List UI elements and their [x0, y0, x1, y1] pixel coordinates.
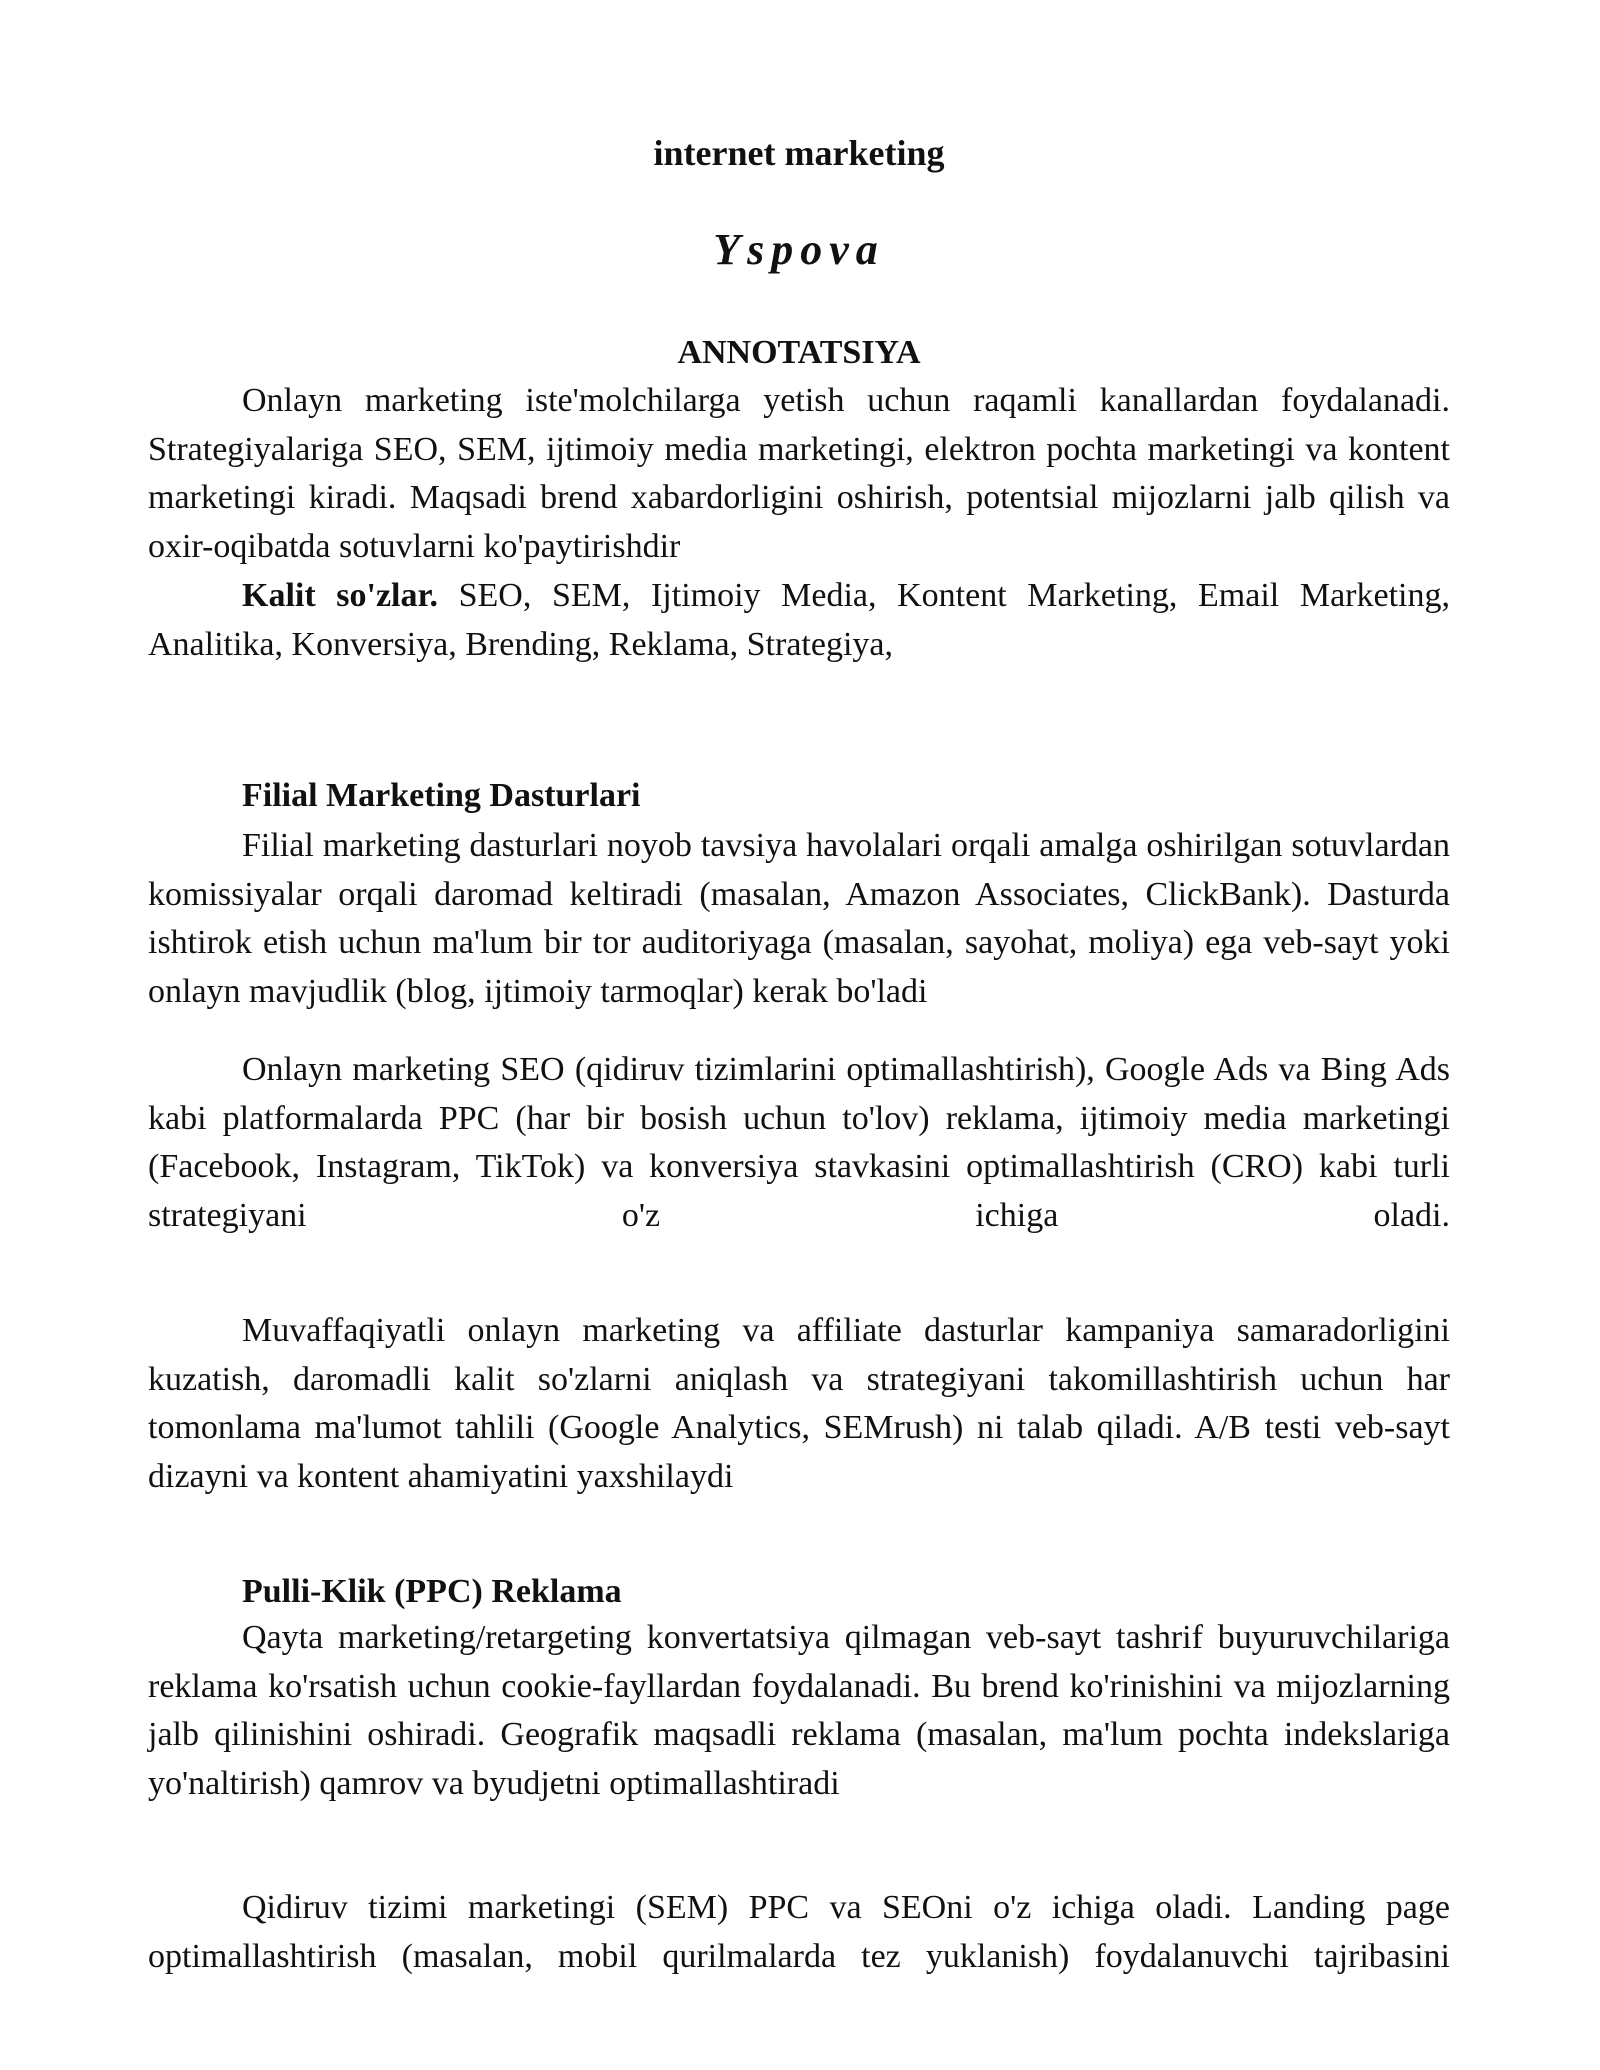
keywords-paragraph — [148, 572, 1450, 669]
section-heading-affiliate: Filial Marketing Dasturlari — [242, 777, 641, 814]
annotation-heading: ANNOTATSIYA — [677, 334, 921, 371]
annotation-paragraph: Onlayn marketing iste'molchilarga yetish uchun raqamli kanallardan foydalanadi. Strategiyalariga SEO, SEM, ijtimoiy media marketingi, elektron pochta marketingi va kontent marketingi kiradi. Maqsadi brend xabardorligini oshirish, potentsial mijozlarni jalb qilish va oxir-oqibatda sotuvlarni ko'paytirishdir — [148, 382, 1450, 565]
paragraph-ppc-2: Qidiruv tizimi marketingi (SEM) PPC va SEOni o'z ichiga oladi. Landing page optimallashtirish (masalan, mobil qurilmalarda tez yuklanish) foydalanuvchi tajribasini — [148, 1889, 1450, 1975]
paragraph-affiliate-3: Muvaffaqiyatli onlayn marketing va affiliate dasturlar kampaniya samaradorligini kuzatish, daromadli kalit so'zlarni aniqlash va strategiyani takomillashtirish uchun har tomonlama ma'lumot tahlili (Google Analytics, SEMrush) ni talab qiladi. A/B testi veb-sayt dizayni va kontent ahamiyatini yaxshilaydi — [148, 1312, 1450, 1495]
paragraph-ppc-1: Qayta marketing/retargeting konvertatsiya qilmagan veb-sayt tashrif buyuruvchilariga reklama ko'rsatish uchun cookie-fayllardan foydalanadi. Bu brend ko'rinishini va mijozlarning jalb qilinishini oshiradi. Geografik maqsadli reklama (masalan, ma'lum pochta indekslariga yo'naltirish) qamrov va byudjetni optimallashtiradi — [148, 1619, 1450, 1802]
author-signature: Yspova — [713, 225, 885, 274]
document-title: internet marketing — [653, 133, 945, 173]
paragraph-affiliate-1: Filial marketing dasturlari noyob tavsiya havolalari orqali amalga oshirilgan sotuvlardan komissiyalar orqali daromad keltiradi (masalan, Amazon Associates, ClickBank). Dasturda ishtirok etish uchun ma'lum bir tor auditoriyaga (masalan, sayohat, moliya) ega veb-sayt yoki onlayn mavjudlik (blog, ijtimoiy tarmoqlar) kerak bo'ladi — [148, 827, 1450, 1010]
keywords-text: SEO, SEM, Ijtimoiy Media, Kontent Marketing, Email Marketing, Analitika, Konversiya, Brending, Reklama, Strategiya, — [148, 577, 1450, 663]
keywords-label: Kalit so'zlar. — [242, 577, 438, 614]
paragraph-affiliate-2: Onlayn marketing SEO (qidiruv tizimlarini optimallashtirish), Google Ads va Bing Ads kabi platformalarda PPC (har bir bosish uchun to'lov) reklama, ijtimoiy media marketingi (Facebook, Instagram, TikTok) va konversiya stavkasini optimallashtirish (CRO) kabi turli strategiyani o'z ichiga oladi. — [148, 1051, 1450, 1234]
section-heading-ppc: Pulli-Klik (PPC) Reklama — [242, 1573, 622, 1610]
